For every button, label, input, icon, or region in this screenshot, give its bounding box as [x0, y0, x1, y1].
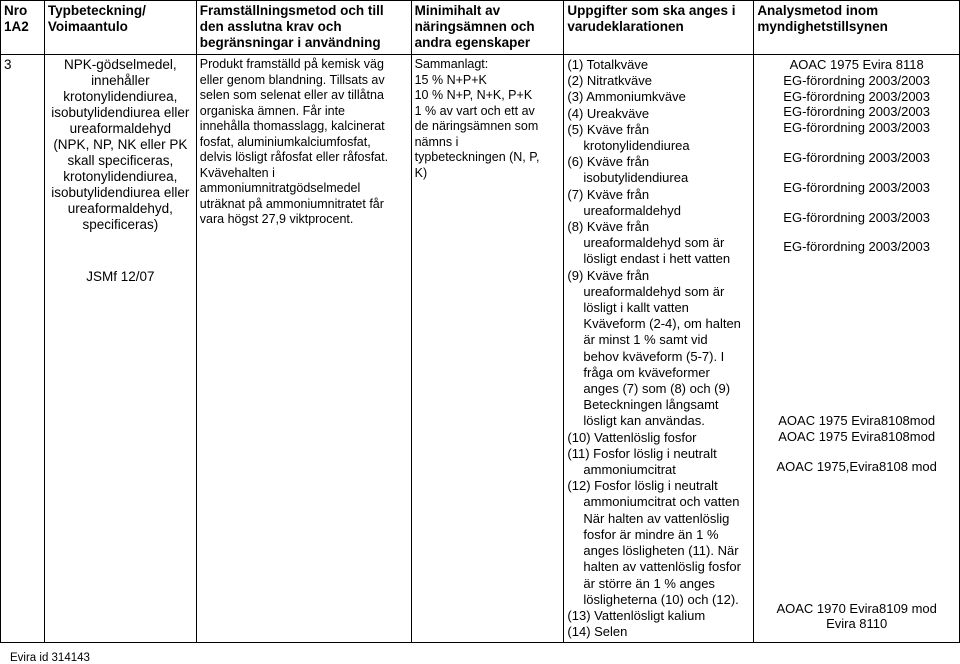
method-line: Produkt framställd på kemisk väg	[199, 57, 384, 71]
decl-line: (10) Vattenlöslig fosfor	[567, 429, 697, 445]
table-row	[1, 55, 960, 643]
analysis-item-6: EG-förordning 2003/2003	[783, 149, 931, 165]
type-description	[48, 57, 193, 233]
header-analysis: Analysmetod inom myndighetstillsynen	[754, 1, 960, 55]
cell-minimum	[411, 55, 564, 643]
analysis-item-12: AOAC 1975,Evira8108 mod	[776, 458, 937, 474]
type-line: krotonylidendiurea,	[63, 89, 178, 104]
type-line: innehåller	[91, 73, 150, 88]
method-line: ammoniumnitratgödselmedel	[199, 181, 361, 195]
min-line: typbeteckningen (N, P,	[414, 150, 540, 164]
analysis-item-13: Evira 8110	[826, 616, 888, 632]
type-line: ureaformaldehyd	[69, 121, 171, 136]
cell-declaration	[564, 55, 754, 643]
decl-line: är minst 1 % samt vid	[583, 332, 708, 348]
header-minimum: Minimihalt av näringsämnen och andra egenskaper	[411, 1, 564, 55]
analysis-group-1	[757, 57, 956, 136]
decl-line: (4) Ureakväve	[567, 105, 650, 121]
decl-line: halten av vattenlöslig fosfor	[583, 559, 741, 575]
min-line: de näringsämnen som	[414, 119, 539, 133]
minimum-content	[415, 57, 561, 181]
decl-line: (9) Kväve från	[567, 267, 650, 283]
analysis-item: EG-förordning 2003/2003	[783, 88, 931, 104]
decl-line: är större än 1 % anges	[583, 575, 715, 591]
cell-analysis	[754, 55, 960, 643]
decl-line: anges (7) som (8) och (9)	[583, 381, 731, 397]
decl-line: (7) Kväve från	[567, 186, 650, 202]
type-line: NPK-gödselmedel,	[64, 57, 177, 72]
min-line: Sammanlagt:	[414, 57, 489, 71]
document-id-footer: Evira id 314143	[10, 652, 90, 664]
decl-line: (6) Kväve från	[567, 154, 650, 170]
decl-line: ammoniumcitrat	[583, 462, 676, 478]
type-line: (NPK, NP, NK eller PK	[53, 137, 188, 152]
decl-line: (13) Vattenlösligt kalium	[567, 607, 706, 623]
decl-line: lösligt i kallt vatten	[583, 300, 689, 316]
decl-line: (11) Fosfor löslig i neutralt	[567, 445, 717, 461]
header-declaration: Uppgifter som ska anges i varudeklarationen	[564, 1, 754, 55]
min-line: 15 % N+P+K	[414, 72, 487, 87]
method-description	[200, 57, 408, 228]
decl-line: lösligheterna (10) och (12).	[583, 591, 739, 607]
decl-line: (3) Ammoniumkväve	[567, 89, 686, 105]
decl-line: (12) Fosfor löslig i neutralt	[567, 478, 718, 494]
analysis-item: AOAC 1975 Evira 8118	[789, 57, 924, 72]
decl-line: ammoniumcitrat och vatten	[583, 494, 740, 510]
analysis-item-7: EG-förordning 2003/2003	[783, 179, 931, 195]
type-line: specificeras)	[82, 217, 159, 232]
decl-line: (1) Totalkväve	[567, 57, 649, 72]
decl-line: fosfor är mindre än 1 %	[583, 526, 719, 542]
analysis-item-10: AOAC 1975 Evira8108mod	[778, 413, 936, 429]
decl-line: (5) Kväve från	[567, 121, 650, 137]
method-line: vara högst 27,9 viktprocent.	[199, 212, 354, 226]
decl-line: isobutylidendiurea	[583, 170, 689, 186]
type-line: krotonylidendiurea,	[63, 169, 178, 184]
type-line: skall specificeras,	[67, 153, 174, 168]
header-nro: Nro 1A2	[1, 1, 45, 55]
method-line: innehålla thomasslagg, kalcinerat	[199, 119, 385, 133]
decl-line: Beteckningen långsamt	[583, 397, 719, 413]
decl-line: Kväveform (2-4), om halten	[583, 316, 741, 332]
min-line: nämns i	[414, 134, 459, 149]
analysis-item-13: AOAC 1970 Evira8109 mod	[776, 600, 937, 616]
header-method: Framställningsmetod och till den asslutna krav och begränsningar i användning	[196, 1, 411, 55]
analysis-item: EG-förordning 2003/2003	[783, 104, 931, 120]
decl-line: behov kväveform (5-7). I	[583, 348, 725, 364]
analysis-item-9: EG-förordning 2003/2003	[783, 239, 931, 255]
decl-line: ureaformaldehyd som är	[583, 235, 725, 251]
decl-line: ureaformaldehyd som är	[583, 283, 725, 299]
decl-line: ureaformaldehyd	[583, 202, 681, 218]
method-line: uträknat på ammoniumnitratet får	[199, 196, 384, 211]
analysis-group-13	[757, 601, 956, 633]
cell-method	[196, 55, 411, 643]
header-type: Typbeteckning/ Voimaantulo	[44, 1, 196, 55]
method-line: fosfat, aluminiumkalciumfosfat,	[199, 134, 371, 149]
min-line: 1 % av vart och ett av	[414, 103, 535, 118]
decl-line: lösligt endast i hett vatten	[583, 251, 731, 267]
method-line: selen som selenat eller av tillåtna	[199, 88, 384, 102]
declaration-list	[567, 57, 750, 640]
cell-type	[44, 55, 196, 643]
type-line: ureaformaldehyd,	[67, 201, 173, 216]
decl-line: (2) Nitratkväve	[567, 73, 652, 89]
header-row	[1, 1, 960, 55]
decl-line: lösligt kan användas.	[583, 413, 705, 429]
journal-reference: JSMf 12/07	[86, 269, 155, 284]
analysis-item: EG-förordning 2003/2003	[783, 72, 931, 88]
min-line: K)	[414, 165, 428, 180]
decl-line: anges lösligheten (11). När	[583, 543, 739, 559]
decl-line: (8) Kväve från	[567, 219, 650, 235]
method-line: Kvävehalten i	[199, 165, 275, 180]
decl-line: fråga om kväveformer	[583, 364, 710, 380]
type-line: isobutylidendiurea eller	[51, 105, 190, 120]
method-line: organiska ämnen. Får inte	[199, 103, 346, 118]
analysis-item-8: EG-förordning 2003/2003	[783, 209, 931, 225]
decl-line: krotonylidendiurea	[583, 138, 690, 154]
analysis-item: EG-förordning 2003/2003	[783, 120, 931, 136]
type-line: isobutylidendiurea eller	[51, 185, 190, 200]
decl-line: När halten av vattenlöslig	[583, 510, 730, 526]
min-line: 10 % N+P, N+K, P+K	[414, 88, 533, 102]
method-line: delvis lösligt råfosfat eller råfosfat.	[199, 150, 389, 164]
cell-nro: 3	[1, 55, 45, 643]
analysis-item-11: AOAC 1975 Evira8108mod	[778, 428, 936, 444]
method-line: eller genom blandning. Tillsats av	[199, 72, 385, 87]
decl-line: (14) Selen	[567, 624, 628, 640]
